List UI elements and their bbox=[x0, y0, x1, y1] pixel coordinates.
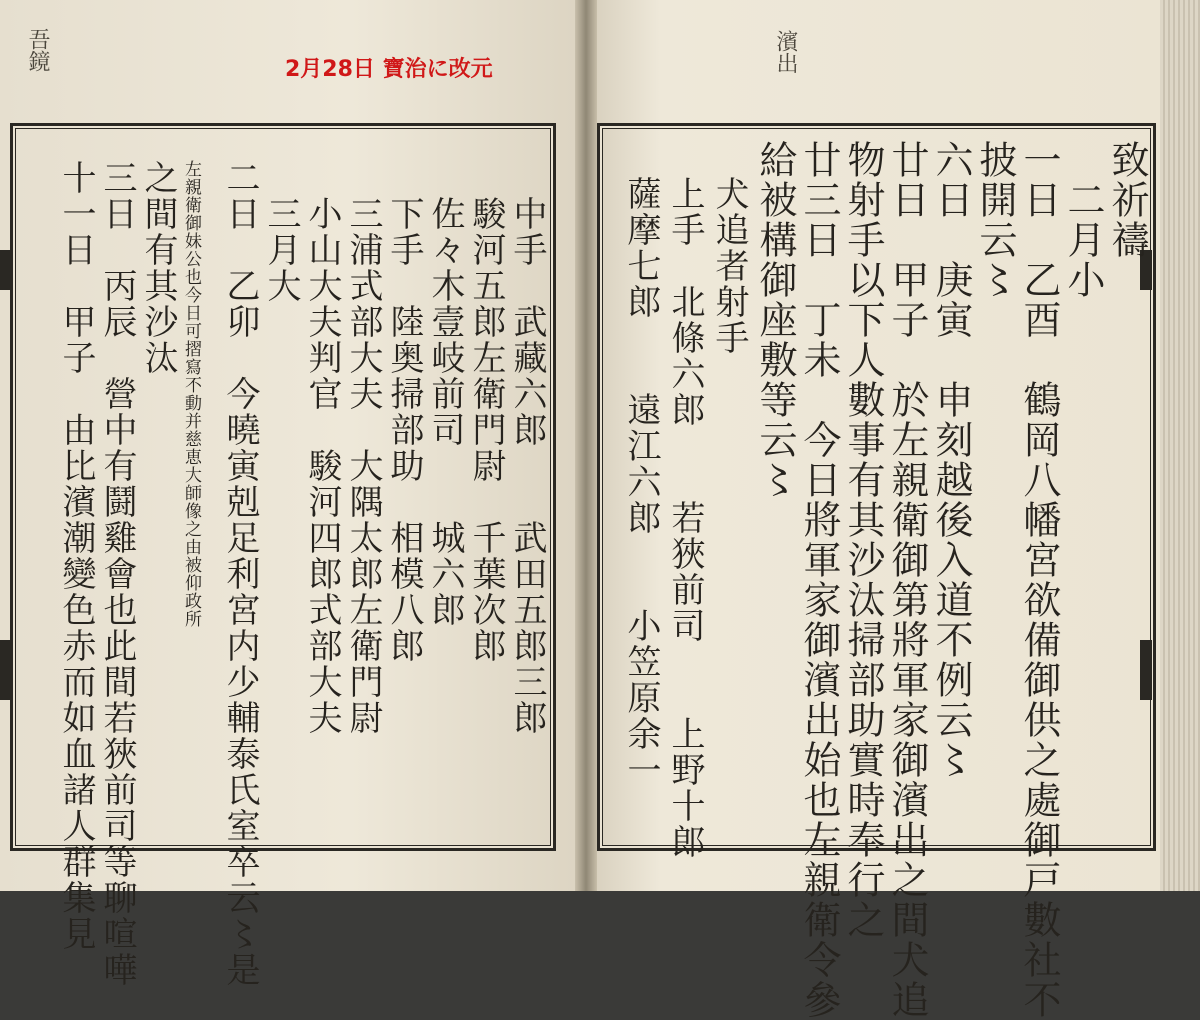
left-page-column: 小山大夫判官 駿河四郎式部大夫 bbox=[302, 160, 342, 736]
left-page-column: 中手 武藏六郎 武田五郎三郎 bbox=[507, 160, 547, 736]
right-fishtail-mark-lower bbox=[1140, 640, 1152, 700]
left-page-column: 駿河五郎左衛門尉 千葉次郎 bbox=[466, 160, 506, 664]
right-page-column: 二月小 bbox=[1061, 140, 1105, 300]
right-page-column: 廿三日 丁未 今日將軍家御濱出始也左親衛令參 bbox=[797, 140, 841, 1020]
right-page-column: 廿日 甲子 於左親衛御第將軍家御濱出之間犬追 bbox=[885, 140, 929, 1020]
left-page-column: 下手 陸奥掃部助 相模八郎 bbox=[384, 160, 424, 664]
left-page-column: 十一日 甲子 由比濱潮變色赤而如血諸人群集見 bbox=[56, 160, 96, 952]
right-page-column: 致祈禱 bbox=[1105, 140, 1149, 260]
date-caption: 2月28日 寶治に改元 bbox=[285, 57, 493, 82]
page-edges bbox=[1160, 0, 1200, 891]
right-page-column: 上手 北條六郎 若狹前司 上野十郎 bbox=[665, 140, 705, 860]
right-page-column: 薩摩七郎 遠江六郎 小笠原余一 bbox=[621, 140, 661, 788]
right-page-column: 物射手以下人數事有其沙汰掃部助實時奉行之 bbox=[841, 140, 885, 940]
left-page-column: 三浦式部大夫 大隅太郎左衛門尉 bbox=[343, 160, 383, 736]
left-page-column: 佐々木壹岐前司 城六郎 bbox=[425, 160, 465, 628]
left-fishtail-mark-lower bbox=[0, 640, 12, 700]
left-page-column: 左親衛御妹公也今日可摺寫不動并慈恵大師像之由被仰政所 bbox=[181, 160, 201, 628]
left-page-column: 三日 丙辰 營中有鬪雞會也此間若狹前司等聊喧嘩 bbox=[97, 160, 137, 988]
right-margin-note: 濱出 bbox=[773, 30, 798, 74]
left-margin-note: 吾鏡 bbox=[25, 28, 50, 72]
right-page-column: 犬追者射手 bbox=[709, 140, 749, 356]
right-page-column: 六日 庚寅 申刻越後入道不例云〻 bbox=[929, 140, 973, 780]
left-page-column: 二日 乙卯 今曉寅剋足利宮内少輔泰氏室卒云〻是 bbox=[220, 160, 260, 988]
left-fishtail-mark bbox=[0, 250, 12, 290]
right-page-column: 一日 乙酉 鶴岡八幡宮欲備御供之處御戸數社不 bbox=[1017, 140, 1061, 1020]
left-page-column: 三月大 bbox=[261, 160, 301, 304]
right-page-column: 披開云〻 bbox=[973, 140, 1017, 300]
book-gutter bbox=[575, 0, 597, 891]
left-page-column: 之間有其沙汰 bbox=[138, 160, 178, 376]
right-page-column: 給被構御座敷等云〻 bbox=[753, 140, 797, 500]
